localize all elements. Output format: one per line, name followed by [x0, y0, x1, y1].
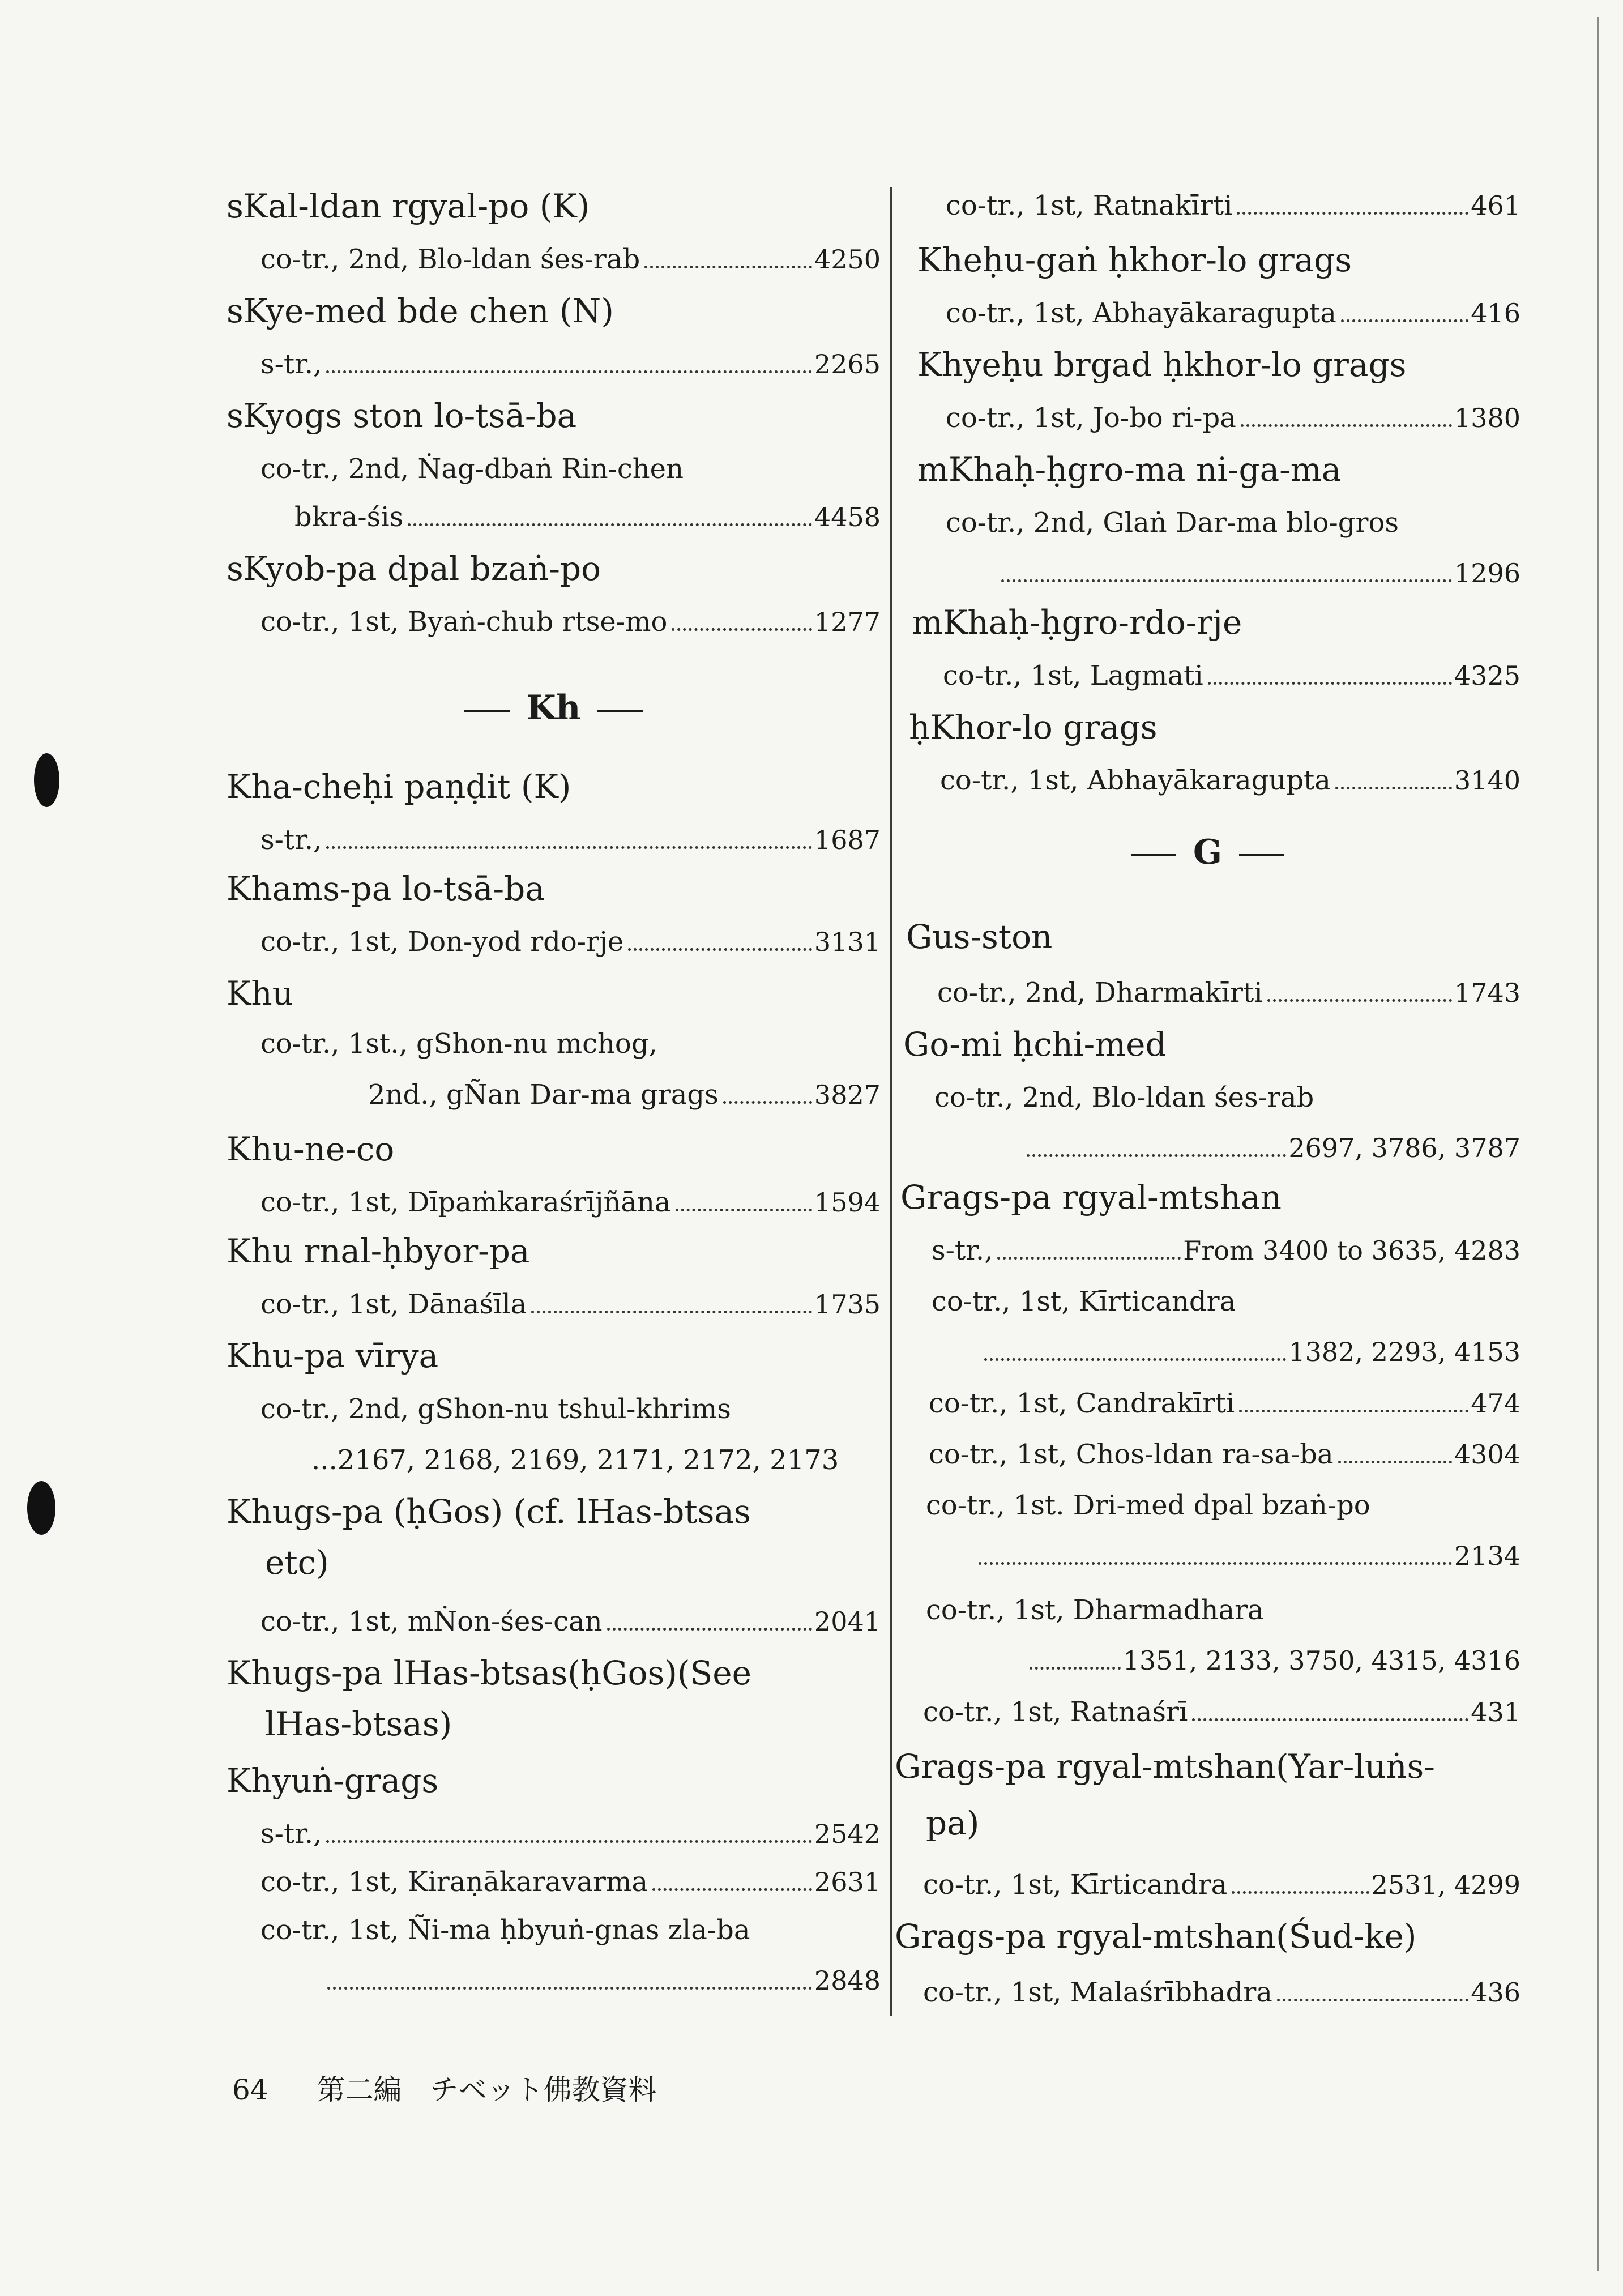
- entry-line: [895, 1337, 1521, 1367]
- line-number: 4325: [1454, 660, 1521, 691]
- line-number: 436: [1471, 1977, 1521, 2008]
- entry-line: [227, 1288, 881, 1320]
- entry-title: sKal-ldan rgyal-po (K): [227, 187, 590, 225]
- entry-line: co-tr., 1st, Ñi-ma ḥbyuṅ-gnas zla-ba: [260, 1914, 750, 1946]
- leader-dots: [628, 948, 812, 951]
- entry-line: co-tr., 1st., gShon-nu mchog,: [260, 1028, 657, 1060]
- dash: [597, 710, 643, 712]
- leader-dots: [408, 523, 812, 526]
- entry-title: Grags-pa rgyal-mtshan: [900, 1178, 1282, 1217]
- line-label: co-tr., 1st, mṄon-śes-can: [260, 1606, 603, 1637]
- line-number: 1743: [1454, 978, 1521, 1008]
- line-number: 1296: [1454, 558, 1521, 588]
- entry-line: [895, 190, 1521, 221]
- entry-line: [227, 1187, 881, 1218]
- leader-dots: [1237, 212, 1468, 215]
- line-number: 1735: [814, 1289, 881, 1320]
- line-number: 3131: [814, 927, 881, 957]
- line-number: 2697, 3786, 3787: [1288, 1133, 1521, 1163]
- entry-line: [227, 606, 881, 638]
- entry-line: co-tr., 2nd, Blo-ldan śes-rab: [934, 1082, 1314, 1113]
- line-label: bkra-śis: [294, 501, 404, 533]
- entry-title: mKhaḥ-ḥgro-ma ni-ga-ma: [917, 450, 1342, 489]
- entry-line: co-tr., 2nd, Glaṅ Dar-ma blo-gros: [946, 507, 1399, 539]
- line-label: co-tr., 1st, Abhayākaragupta: [940, 765, 1331, 796]
- entry-line: [895, 1977, 1521, 2008]
- page-footer: [232, 2067, 657, 2108]
- entry-title: mKhaḥ-ḥgro-rdo-rje: [912, 603, 1242, 642]
- line-number: 1382, 2293, 4153: [1288, 1337, 1521, 1367]
- line-label: co-tr., 1st, Kiraṇākaravarma: [260, 1866, 648, 1898]
- page-number: 64: [232, 2073, 268, 2106]
- entry-line: [895, 1540, 1521, 1571]
- line-number: From 3400 to 3635, 4283: [1183, 1235, 1521, 1266]
- binding-hole-lower: [27, 1481, 55, 1535]
- left-column: [227, 0, 881, 2045]
- leader-dots: [997, 1257, 1181, 1260]
- entry-line: [895, 1235, 1521, 1266]
- line-label: co-tr., 1st, Byaṅ-chub rtse-mo: [260, 606, 668, 638]
- line-label: s-tr.,: [260, 1818, 322, 1850]
- page-edge-line: [1597, 17, 1599, 2271]
- line-label: co-tr., 1st, Ratnakīrti: [946, 190, 1233, 221]
- entry-line: [895, 765, 1521, 796]
- leader-dots: [979, 1562, 1452, 1565]
- line-label: co-tr., 1st, Candrakīrti: [929, 1388, 1235, 1419]
- leader-dots: [723, 1101, 812, 1104]
- line-label: s-tr.,: [260, 824, 322, 856]
- line-number: 1594: [814, 1187, 881, 1218]
- running-footer-text: 第二編 チベット佛教資料: [317, 2073, 657, 2106]
- leader-dots: [326, 370, 812, 373]
- line-label: co-tr., 1st, Kīrticandra: [923, 1869, 1228, 1901]
- entry-title: Grags-pa rgyal-mtshan(Yar-luṅs-: [895, 1747, 1435, 1786]
- entry-title: sKyob-pa dpal bzaṅ-po: [227, 549, 601, 588]
- line-number: 3140: [1454, 765, 1521, 796]
- line-label: co-tr., 1st, Chos-ldan ra-sa-ba: [929, 1439, 1334, 1470]
- entry-line: co-tr., 2nd, Ṅag-dbaṅ Rin-chen: [260, 453, 684, 485]
- leader-dots: [1241, 424, 1452, 427]
- line-number: 1687: [814, 825, 881, 855]
- entry-line: [227, 1866, 881, 1898]
- dash: [464, 710, 510, 712]
- leader-dots: [1208, 682, 1452, 685]
- entry-line: [227, 824, 881, 856]
- entry-line: [227, 1079, 881, 1111]
- leader-dots: [327, 1987, 812, 1990]
- entry-line: [227, 348, 881, 380]
- entry-line: co-tr., 1st, Kīrticandra: [932, 1286, 1236, 1317]
- line-label: s-tr.,: [932, 1235, 993, 1266]
- entry-line: [227, 1965, 881, 1996]
- line-number: 2531, 4299: [1371, 1870, 1521, 1900]
- section-letter: Kh: [526, 688, 581, 728]
- leader-dots: [607, 1628, 812, 1631]
- entry-line: [895, 402, 1521, 434]
- entry-title: Khyeḥu brgad ḥkhor-lo grags: [917, 345, 1407, 384]
- entry-line: [895, 660, 1521, 692]
- line-label: co-tr., 1st, Jo-bo ri-pa: [946, 402, 1236, 434]
- entry-line: [895, 1133, 1521, 1163]
- line-label: 2nd., gÑan Dar-ma grags: [368, 1079, 719, 1111]
- entry-title: Khams-pa lo-tsā-ba: [227, 869, 545, 908]
- line-number: 1277: [814, 607, 881, 637]
- line-label: co-tr., 1st, Don-yod rdo-rje: [260, 926, 624, 958]
- line-number: 416: [1471, 298, 1521, 328]
- line-label: co-tr., 2nd, Dharmakīrti: [937, 977, 1263, 1009]
- line-number: 2134: [1454, 1540, 1521, 1571]
- entry-title: Grags-pa rgyal-mtshan(Śud-ke): [895, 1917, 1417, 1956]
- entry-title: ḥKhor-lo grags: [909, 708, 1158, 746]
- line-number: 2848: [814, 1965, 881, 1996]
- entry-title: Gus-ston: [906, 917, 1053, 956]
- leader-dots: [1001, 579, 1452, 582]
- leader-dots: [1277, 1999, 1468, 2001]
- column-divider: [890, 187, 892, 2016]
- line-number: 474: [1471, 1388, 1521, 1419]
- line-number: 1351, 2133, 3750, 4315, 4316: [1122, 1645, 1521, 1676]
- leader-dots: [326, 846, 812, 849]
- entry-title: Kheḥu-gaṅ ḥkhor-lo grags: [917, 241, 1352, 279]
- binding-hole-upper: [34, 753, 59, 807]
- entry-title: Go-mi ḥchi-med: [903, 1025, 1167, 1064]
- entry-line: [895, 1439, 1521, 1470]
- section-heading-kh: [227, 688, 881, 728]
- line-number: 1380: [1454, 403, 1521, 433]
- leader-dots: [644, 266, 812, 268]
- dash: [1131, 854, 1176, 856]
- line-label: co-tr., 1st, Dānaśīla: [260, 1288, 527, 1320]
- leader-dots: [1341, 319, 1468, 322]
- leader-dots: [1239, 1410, 1468, 1412]
- line-number: 4304: [1454, 1439, 1521, 1470]
- entry-line: [227, 501, 881, 533]
- entry-title: Khugs-pa (ḥGos) (cf. lHas-btsas: [227, 1492, 751, 1531]
- line-label: co-tr., 2nd, Blo-ldan śes-rab: [260, 244, 640, 275]
- right-column: [895, 0, 1521, 2045]
- leader-dots: [672, 628, 812, 631]
- line-number: 431: [1471, 1697, 1521, 1727]
- leader-dots: [1192, 1718, 1468, 1721]
- line-number: 3827: [814, 1079, 881, 1110]
- leader-dots: [1338, 1461, 1452, 1463]
- section-heading-g: [895, 833, 1521, 872]
- entry-line: [227, 1606, 881, 1637]
- entry-line: [895, 558, 1521, 588]
- leader-dots: [531, 1311, 812, 1313]
- line-label: co-tr., 1st, Malaśrībhadra: [923, 1977, 1272, 2008]
- line-number: 2631: [814, 1867, 881, 1897]
- entry-line: ...2167, 2168, 2169, 2171, 2172, 2173: [311, 1444, 839, 1476]
- entry-title: sKye-med bde chen (N): [227, 292, 614, 330]
- entry-title: Khu-ne-co: [227, 1130, 395, 1168]
- entry-line: [895, 1869, 1521, 1901]
- leader-dots: [326, 1840, 812, 1843]
- line-number: 4458: [814, 502, 881, 532]
- line-label: s-tr.,: [260, 348, 322, 380]
- entry-line: [227, 244, 881, 275]
- leader-dots: [984, 1358, 1286, 1361]
- entry-line: co-tr., 1st. Dri-med dpal bzaṅ-po: [926, 1490, 1370, 1521]
- entry-title: Khugs-pa lHas-btsas(ḥGos)(See: [227, 1654, 751, 1692]
- line-label: co-tr., 1st, Dīpaṁkaraśrījñāna: [260, 1187, 671, 1218]
- entry-title: Khu: [227, 974, 294, 1013]
- leader-dots: [652, 1888, 812, 1891]
- entry-title-cont: pa): [926, 1804, 980, 1842]
- leader-dots: [676, 1209, 812, 1211]
- line-number: 2265: [814, 349, 881, 379]
- line-number: 2542: [814, 1819, 881, 1849]
- entry-title: Khu-pa vīrya: [227, 1337, 439, 1375]
- entry-title: Kha-cheḥi paṇḍit (K): [227, 767, 571, 806]
- entry-line: [227, 1818, 881, 1850]
- entry-line: co-tr., 2nd, gShon-nu tshul-khrims: [260, 1393, 731, 1425]
- entry-line: [895, 1696, 1521, 1728]
- line-label: co-tr., 1st, Lagmati: [943, 660, 1203, 692]
- line-number: 4250: [814, 244, 881, 275]
- entry-title-cont: etc): [265, 1543, 329, 1582]
- dash: [1239, 854, 1284, 856]
- line-label: co-tr., 1st, Ratnaśrī: [923, 1696, 1188, 1728]
- entry-line: [227, 926, 881, 958]
- line-number: 461: [1471, 190, 1521, 221]
- entry-title: Khyuṅ-grags: [227, 1761, 439, 1800]
- entry-line: [895, 1388, 1521, 1419]
- line-number: 2041: [814, 1606, 881, 1637]
- entry-line: [895, 977, 1521, 1009]
- entry-title-cont: lHas-btsas): [265, 1705, 452, 1743]
- section-letter: G: [1193, 833, 1223, 872]
- entry-title: Khu rnal-ḥbyor-pa: [227, 1232, 530, 1270]
- entry-line: co-tr., 1st, Dharmadhara: [926, 1594, 1264, 1626]
- line-label: co-tr., 1st, Abhayākaragupta: [946, 297, 1336, 329]
- entry-title: sKyogs ston lo-tsā-ba: [227, 396, 577, 435]
- leader-dots: [1267, 999, 1452, 1002]
- entry-line: [895, 297, 1521, 329]
- leader-dots: [1335, 787, 1452, 789]
- leader-dots: [1232, 1891, 1369, 1894]
- leader-dots: [1030, 1667, 1121, 1670]
- leader-dots: [1027, 1154, 1286, 1157]
- entry-line: [895, 1645, 1521, 1676]
